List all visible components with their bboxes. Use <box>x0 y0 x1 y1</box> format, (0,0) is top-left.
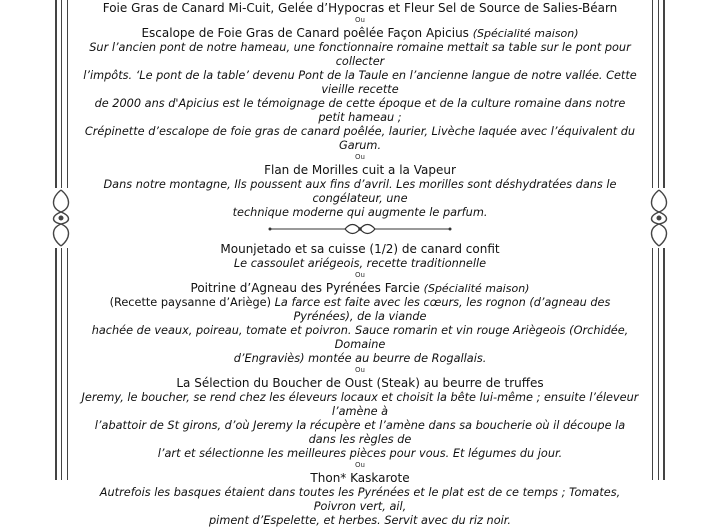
dish-name: Poitrine d’Agneau des Pyrénées Farcie <box>190 281 424 295</box>
dish-description-line <box>80 296 640 324</box>
dish-description-line: Sur l’ancien pont de notre hameau, une fonctionnaire romaine mettait sa table sur le pont pour collecter <box>89 41 631 68</box>
dish-description-line: Dans notre montagne, Ils poussent aux fins d’avril. Les morilles sont déshydratées dans le congélateur, une <box>103 178 617 205</box>
dish-title-thon-kaskarote: Thon* Kaskarote <box>310 471 410 485</box>
dish-name: Escalope de Foie Gras de Canard poêlée Façon Apicius <box>141 26 473 40</box>
dish-description-line: technique moderne qui augmente le parfum. <box>232 206 488 219</box>
dish-description-line: l’impôts. ‘Le pont de la table’ devenu Pont de la Taule en l’ancienne langue de notre vallée. Cette vieille recette <box>83 69 637 96</box>
dish-description-line: l’abattoir de St girons, d’où Jeremy la récupère et l’amène dans sa boucherie où il découpe la dans les règles de <box>94 419 626 446</box>
or-separator: Ou <box>355 153 365 161</box>
dish-description-line: l’art et sélectionne les meilleures pièces pour vous. Et légumes du jour. <box>157 447 563 460</box>
menu-content <box>80 0 640 528</box>
dish-description-line: hachée de veaux, poireau, tomate et poivron. Sauce romarin et vin rouge Ariègeois (Orchidée, Domaine <box>91 324 629 351</box>
or-separator: Ou <box>355 461 365 469</box>
left-scroll-ornament-icon <box>47 188 75 248</box>
dish-description-line: Jeremy, le boucher, se rend chez les éleveurs locaux et choisit la bête lui-même ; ensuite l’éleveur l’amène à <box>81 391 639 418</box>
dish-note: (Spécialité maison) <box>472 27 579 40</box>
dish-title-foie-gras-mi-cuit: Foie Gras de Canard Mi-Cuit, Gelée d’Hypocras et Fleur Sel de Source de Salies-Béarn <box>102 1 618 15</box>
dish-description-text: La farce est faite avec les cœurs, les rognon (d’agneau des Pyrénées), de la viande <box>274 296 611 323</box>
or-separator: Ou <box>355 366 365 374</box>
dish-description-line: d’Engraviès) montée au beurre de Rogallais. <box>233 352 487 365</box>
dish-title-mounjetado: Mounjetado et sa cuisse (1/2) de canard confit <box>220 242 500 256</box>
ornamental-divider-icon <box>260 222 460 236</box>
recipe-origin: (Recette paysanne d’Ariège) <box>109 296 275 309</box>
or-separator: Ou <box>355 16 365 24</box>
dish-description-line: Crépinette d’escalope de foie gras de canard poêlée, laurier, Livèche laquée avec l’équivalent du Garum. <box>84 125 636 152</box>
dish-description-line: Autrefois les basques étaient dans toutes les Pyrénées et le plat est de ce temps ; Tomates, Poivron vert, ail, <box>99 486 621 513</box>
right-scroll-ornament-icon <box>645 188 673 248</box>
dish-note: (Spécialité maison) <box>423 282 530 295</box>
dish-title-escalope-apicius <box>80 26 640 41</box>
dish-title-flan-morilles: Flan de Morilles cuit a la Vapeur <box>264 163 456 177</box>
or-separator: Ou <box>355 271 365 279</box>
dish-title-poitrine-agneau <box>80 281 640 296</box>
dish-description-line: Le cassoulet ariégeois, recette traditionnelle <box>233 257 487 270</box>
dish-description-line: piment d’Espelette, et herbes. Servit avec du riz noir. <box>209 514 511 527</box>
dish-description-line: de 2000 ans d'Apicius est le témoignage de cette époque et de la culture romaine dans notre petit hameau ; <box>94 97 626 124</box>
dish-title-selection-boucher: La Sélection du Boucher de Oust (Steak) au beurre de truffes <box>176 376 544 390</box>
